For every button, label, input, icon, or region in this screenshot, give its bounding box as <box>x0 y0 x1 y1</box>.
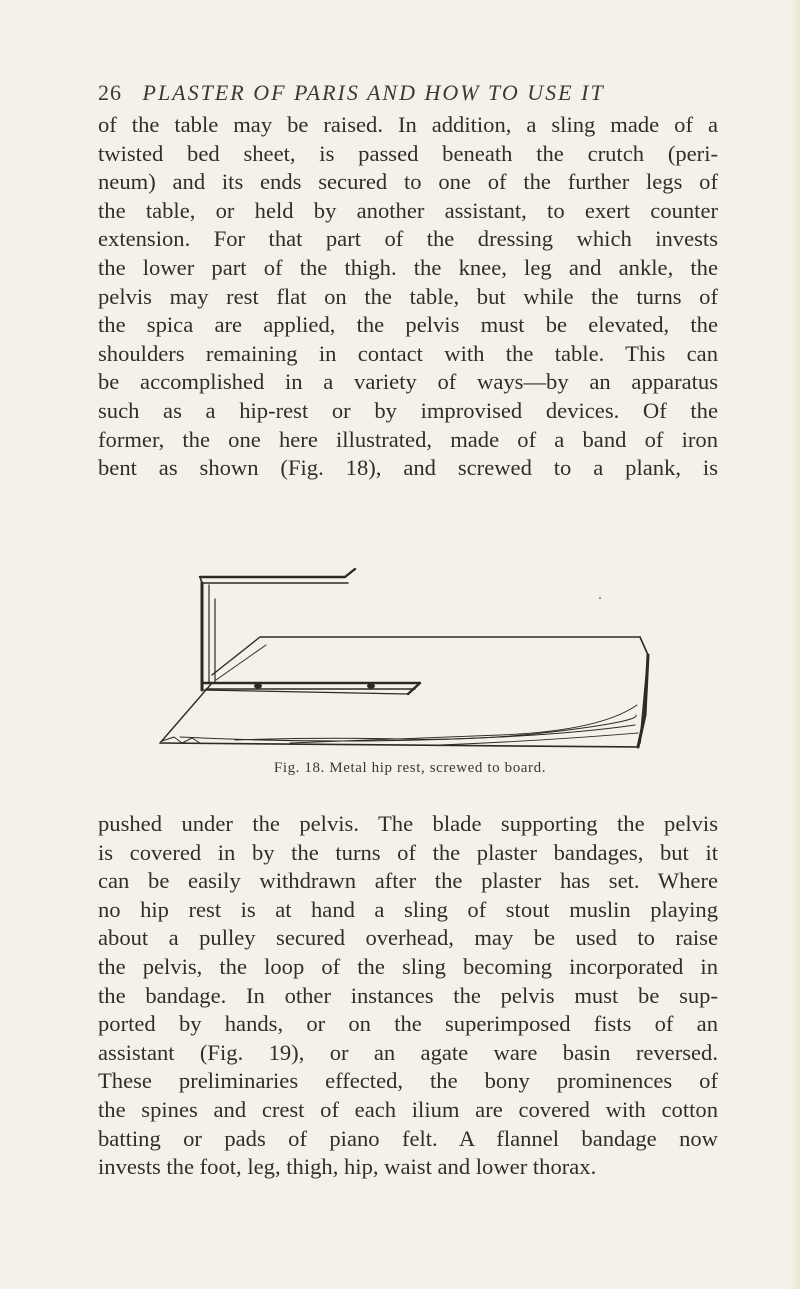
text-line: batting or pads of piano felt. A flannel bandage now <box>98 1125 718 1151</box>
running-head <box>98 80 718 106</box>
text-line: the bandage. In other instances the pelvis must be sup- <box>98 982 718 1008</box>
text-line: former, the one here illustrated, made of a band of iron <box>98 426 718 452</box>
text-line: the spines and crest of each ilium are covered with cotton <box>98 1096 718 1122</box>
text-line: assistant (Fig. 19), or an agate ware basin reversed. <box>98 1039 718 1065</box>
text-line: be accomplished in a variety of ways—by an apparatus <box>98 369 718 395</box>
band-top-edge <box>200 569 355 577</box>
text-line: pelvis may rest flat on the table, but while the turns of <box>98 283 718 309</box>
board-bottom <box>160 743 638 747</box>
text-line: the spica are applied, the pelvis must be elevated, the <box>98 312 718 338</box>
page-number: 26 <box>98 80 122 105</box>
text-line: such as a hip-rest or by improvised devices. Of the <box>98 397 718 423</box>
text-line: is covered in by the turns of the plaster bandages, but it <box>98 839 718 865</box>
running-title: PLASTER OF PARIS AND HOW TO USE IT <box>142 80 605 105</box>
screw-icon <box>367 683 375 688</box>
hip-rest-illustration <box>140 565 670 755</box>
text-line: about a pulley secured overhead, may be used to raise <box>98 925 718 951</box>
text-line: bent as shown (Fig. 18), and screwed to a plank, is <box>98 455 718 481</box>
paragraph-2 <box>98 810 718 1182</box>
text-line: ported by hands, or on the superimposed fists of an <box>98 1011 718 1037</box>
text-line: pushed under the pelvis. The blade supporting the pelvis <box>98 811 718 836</box>
text-line: no hip rest is at hand a sling of stout muslin playing <box>98 896 718 922</box>
screw-icon <box>254 683 262 688</box>
figure-caption: Fig. 18. Metal hip rest, screwed to board. <box>273 760 547 776</box>
text-line: extension. For that part of the dressing which invests <box>98 226 718 252</box>
text-line: These preliminaries effected, the bony prominences of <box>98 1068 718 1094</box>
text-line: shoulders remaining in contact with the table. This can <box>98 340 718 366</box>
page-edge-shadow <box>790 0 800 1289</box>
text-line: the lower part of the thigh. the knee, leg and ankle, the <box>98 254 718 280</box>
text-line: neum) and its ends secured to one of the further legs of <box>98 169 718 195</box>
text-line: the table, or held by another assistant, to exert counter <box>98 197 718 223</box>
text-line: the pelvis, the loop of the sling becoming incorporated in <box>98 953 718 979</box>
text-line: can be easily withdrawn after the plaster has set. Where <box>98 868 718 894</box>
paragraph-1 <box>98 111 718 483</box>
text-line: twisted bed sheet, is passed beneath the crutch (peri- <box>98 140 718 166</box>
text-line: of the table may be raised. In addition, a sling made of a <box>98 112 718 137</box>
text-line: invests the foot, leg, thigh, hip, waist and lower thorax. <box>98 1154 597 1180</box>
